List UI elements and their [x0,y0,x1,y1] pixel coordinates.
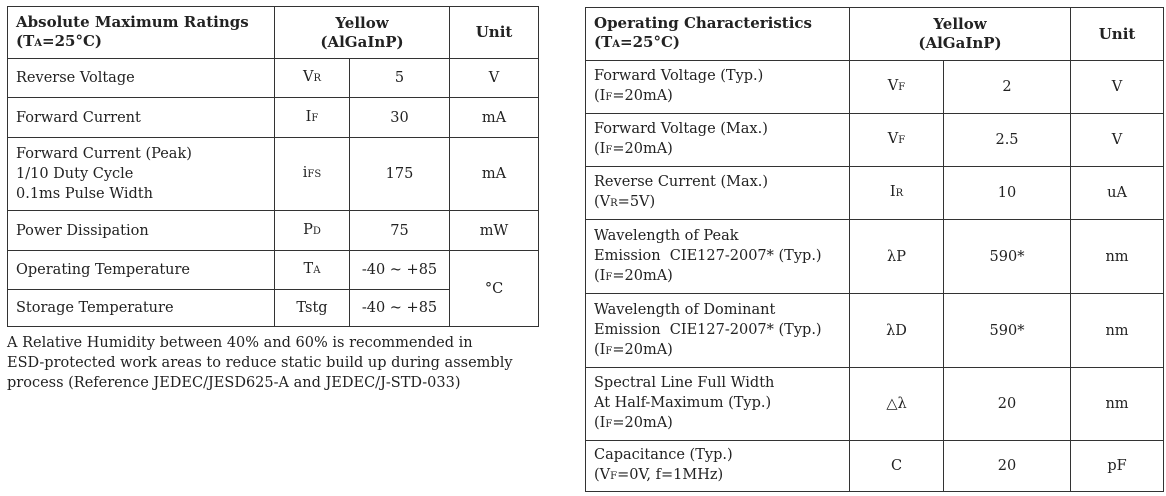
opc-value: 20 [944,441,1071,492]
opc-row-reverse-current [586,167,1164,220]
opc-param: Forward Voltage (Typ.) (IF=20mA) [586,61,850,114]
amr-row-power-dissipation [8,211,539,251]
amr-unit: mA [450,98,539,138]
opc-unit: nm [1071,220,1164,294]
opc-symbol: VF [850,114,944,167]
amr-condition: (TA=25°C) [16,31,103,50]
opc-value: 590* [944,294,1071,368]
opc-unit: uA [1071,167,1164,220]
amr-param: Forward Current [8,98,275,138]
opc-param: Wavelength of Dominant Emission CIE127-2007* (Typ.) (IF=20mA) [586,294,850,368]
amr-symbol: PD [275,211,350,251]
opc-unit: nm [1071,294,1164,368]
opc-row-capacitance [586,441,1164,492]
opc-unit: V [1071,114,1164,167]
opc-symbol: C [850,441,944,492]
amr-unit: V [450,59,539,98]
amr-title: Absolute Maximum Ratings [16,12,249,31]
operating-characteristics-table [585,7,1164,492]
opc-row-spectral-line-width [586,368,1164,441]
amr-param: Forward Current (Peak) 1/10 Duty Cycle 0.1ms Pulse Width [8,138,275,211]
opc-param: Forward Voltage (Max.) (IF=20mA) [586,114,850,167]
amr-value: -40 ~ +85 [350,251,450,290]
opc-unit: nm [1071,368,1164,441]
opc-row-forward-voltage-max [586,114,1164,167]
opc-unit: pF [1071,441,1164,492]
amr-value: 5 [350,59,450,98]
opc-value: 2 [944,61,1071,114]
amr-value: 175 [350,138,450,211]
opc-condition: (TA=25°C) [594,33,681,51]
opc-unit: V [1071,61,1164,114]
amr-param: Reverse Voltage [8,59,275,98]
amr-symbol: IF [275,98,350,138]
amr-symbol: iFS [275,138,350,211]
opc-row-dominant-wavelength [586,294,1164,368]
opc-param: Spectral Line Full Width At Half-Maximum (Typ.) (IF=20mA) [586,368,850,441]
opc-symbol: VF [850,61,944,114]
opc-value: 10 [944,167,1071,220]
opc-value: 20 [944,368,1071,441]
amr-unit-temperature: °C [450,251,539,327]
opc-row-forward-voltage-typ [586,61,1164,114]
amr-row-operating-temperature [8,251,539,290]
opc-header-row [586,8,1164,61]
opc-title: Operating Characteristics [594,14,813,32]
amr-header-row [8,7,539,59]
amr-symbol: VR [275,59,350,98]
opc-value: 2.5 [944,114,1071,167]
amr-unit-header: Unit [450,7,539,59]
opc-param: Capacitance (Typ.) (VF=0V, f=1MHz) [586,441,850,492]
opc-symbol: IR [850,167,944,220]
opc-row-peak-wavelength [586,220,1164,294]
opc-title-cell [586,8,850,61]
amr-symbol: TA [275,251,350,290]
amr-title-cell [8,7,275,59]
absolute-maximum-ratings-table [7,6,539,327]
amr-param: Operating Temperature [8,251,275,290]
opc-symbol: λP [850,220,944,294]
amr-row-forward-current-peak [8,138,539,211]
amr-unit: mA [450,138,539,211]
opc-value: 590* [944,220,1071,294]
amr-unit: mW [450,211,539,251]
amr-row-forward-current [8,98,539,138]
amr-param: Storage Temperature [8,290,275,327]
esd-humidity-note: A Relative Humidity between 40% and 60% is recommended in ESD-protected work areas to reduce static build up during assembly process (Reference JEDEC/JESD625-A and JEDEC/J-STD-033) [7,335,513,391]
amr-value: 30 [350,98,450,138]
amr-color-header: Yellow (AlGaInP) [275,7,450,59]
opc-symbol: △λ [850,368,944,441]
amr-row-reverse-voltage [8,59,539,98]
amr-param: Power Dissipation [8,211,275,251]
amr-value: -40 ~ +85 [350,290,450,327]
amr-symbol: Tstg [275,290,350,327]
opc-param: Wavelength of Peak Emission CIE127-2007* (Typ.) (IF=20mA) [586,220,850,294]
opc-param: Reverse Current (Max.) (VR=5V) [586,167,850,220]
amr-value: 75 [350,211,450,251]
opc-symbol: λD [850,294,944,368]
opc-color-header: Yellow (AlGaInP) [850,8,1071,61]
opc-unit-header: Unit [1071,8,1164,61]
